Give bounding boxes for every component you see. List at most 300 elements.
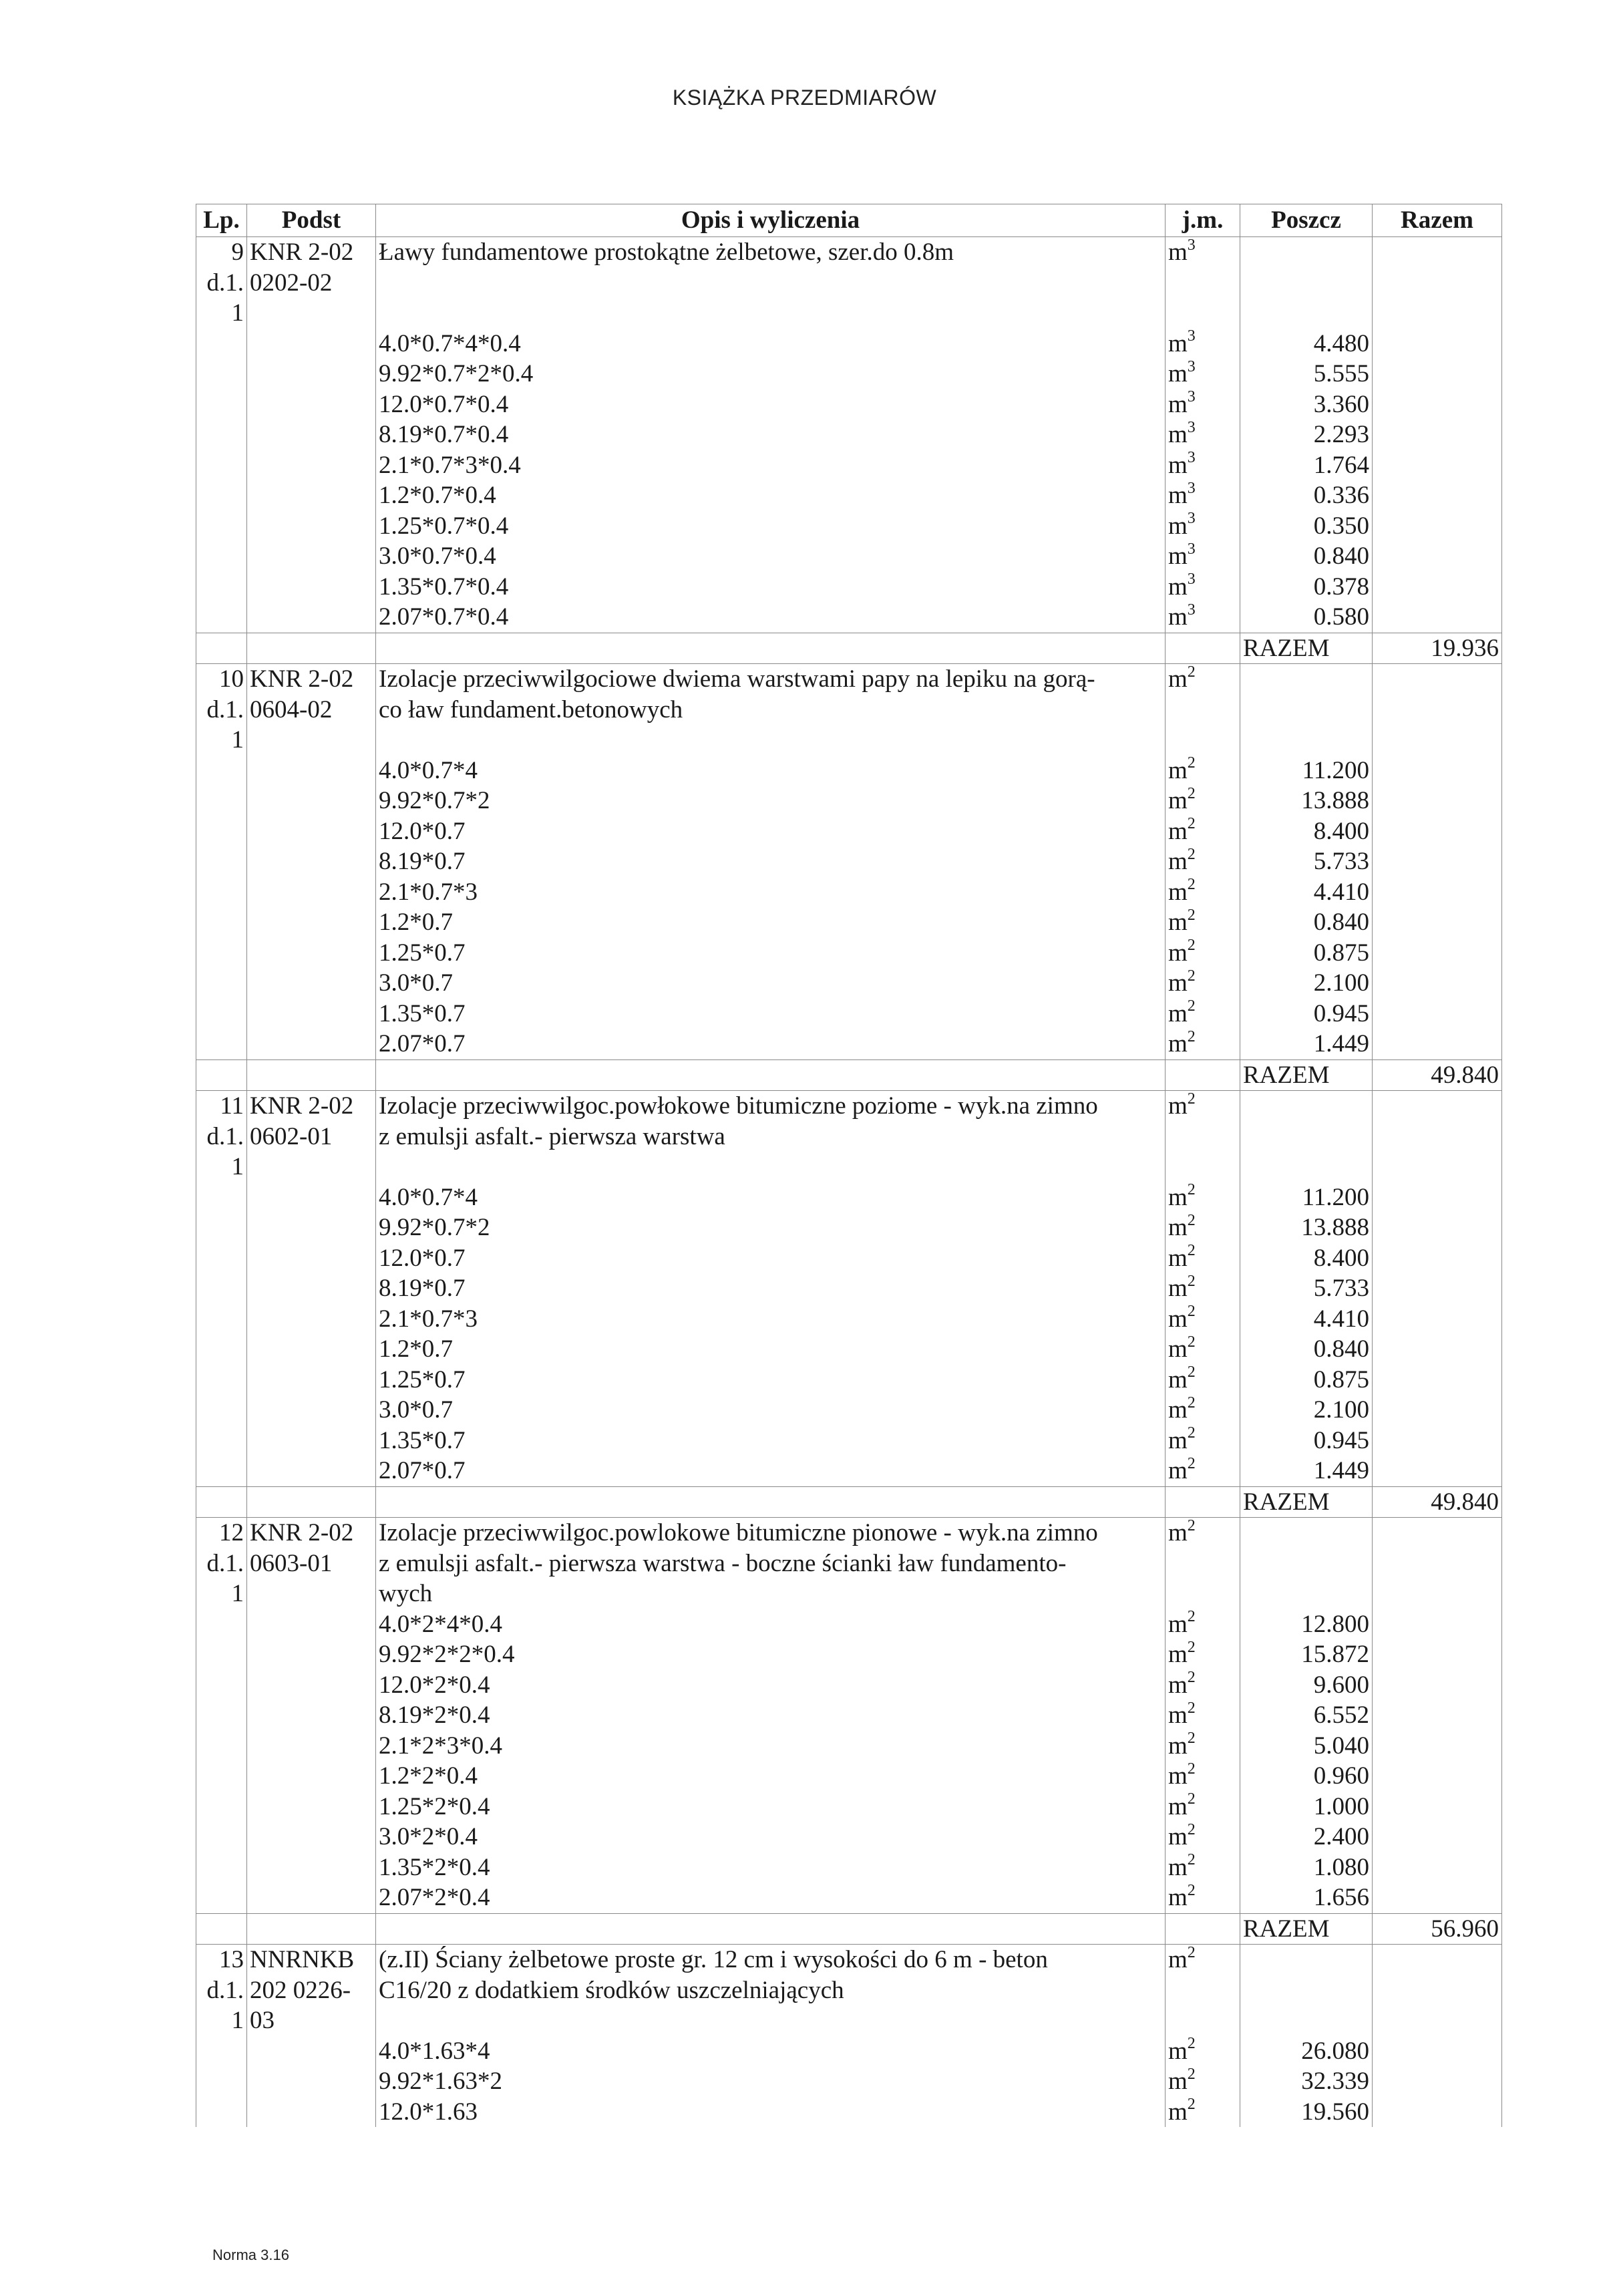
jm-cell-empty [1166,1486,1240,1518]
lp-cell-empty [196,968,247,999]
partial-value: 1.656 [1240,1882,1373,1913]
partial-value: 2.400 [1240,1822,1373,1852]
calculation-expression: 2.07*0.7 [376,1029,1166,1059]
unit-exponent: 2 [1187,1029,1196,1045]
unit-exponent: 3 [1187,450,1196,467]
position-description [376,1152,1166,1182]
razem-cell-empty [1373,877,1502,908]
unit-exponent: 3 [1187,510,1196,528]
unit-exponent: 2 [1187,1852,1196,1869]
lp-cell-empty [196,1212,247,1243]
position-description [376,2005,1166,2036]
position-number: d.1. [196,1548,247,1579]
calculation-row [196,1029,1502,1059]
partial-value: 0.840 [1240,907,1373,938]
lp-cell-empty [196,1456,247,1486]
position-number: 10 [196,664,247,695]
unit-base: m [1168,969,1188,997]
unit-base: m [1168,482,1188,509]
unit-exponent: 2 [1187,1090,1196,1108]
lp-cell-empty [196,786,247,816]
calculation-row [196,2066,1502,2097]
podst-cell-empty [247,602,376,633]
unit-base: m [1168,1457,1188,1484]
unit-cell [1166,420,1240,450]
unit-cell [1166,1334,1240,1365]
calculation-row [196,1304,1502,1335]
razem-cell-empty [1373,268,1502,299]
unit-cell-empty [1166,268,1240,299]
unit-cell [1166,450,1240,481]
unit-base: m [1168,999,1188,1027]
unit-cell [1166,664,1240,695]
podst-cell-empty [247,2036,376,2067]
lp-cell-empty [196,480,247,511]
calculation-expression: 2.07*0.7*0.4 [376,602,1166,633]
unit-base: m [1168,1671,1188,1699]
lp-cell-empty [196,1243,247,1274]
partial-value: 0.336 [1240,480,1373,511]
partial-value: 5.733 [1240,1273,1373,1304]
calculation-row [196,1243,1502,1274]
partial-value: 1.449 [1240,1029,1373,1059]
razem-cell-empty [1373,1975,1502,2006]
column-header-poszcz: Poszcz [1240,204,1373,237]
podst-cell-empty [247,1426,376,1456]
lp-cell-empty [196,1882,247,1913]
razem-cell-empty [1373,664,1502,695]
sum-label: RAZEM [1240,633,1373,664]
unit-exponent: 2 [1187,1669,1196,1687]
unit-exponent: 2 [1187,1364,1196,1381]
position-description [376,725,1166,756]
lp-cell-empty [196,2066,247,2097]
razem-cell-empty [1373,1792,1502,1822]
unit-exponent: 2 [1187,816,1196,833]
unit-cell [1166,1670,1240,1701]
unit-cell [1166,756,1240,786]
position-number: d.1. [196,695,247,725]
calculation-expression: 12.0*0.7*0.4 [376,389,1166,420]
partial-value: 11.200 [1240,1182,1373,1213]
calculation-row [196,541,1502,572]
unit-exponent: 2 [1187,968,1196,985]
calculation-expression: 9.92*2*2*0.4 [376,1639,1166,1670]
unit-base: m [1168,2068,1188,2095]
poszcz-cell-empty [1240,1152,1373,1182]
unit-exponent: 2 [1187,2066,1196,2083]
position-header-row [196,268,1502,299]
unit-cell [1166,907,1240,938]
unit-base: m [1168,1214,1188,1241]
razem-cell-empty [1373,1273,1502,1304]
calculation-expression: 8.19*0.7 [376,846,1166,877]
razem-cell-empty [1373,1122,1502,1152]
calculation-row [196,1822,1502,1852]
calculation-expression: 1.2*0.7*0.4 [376,480,1166,511]
lp-cell-empty [196,572,247,603]
column-header-razem: Razem [1373,204,1502,237]
footer-note: Norma 3.16 [212,2247,289,2263]
lp-cell-empty [196,1792,247,1822]
position-description: C16/20 z dodatkiem środków uszczelniających [376,1975,1166,2006]
lp-cell-empty [196,1852,247,1883]
podst-cell-empty [247,1731,376,1762]
razem-cell-empty [1373,999,1502,1029]
position-description: Izolacje przeciwwilgociowe dwiema warstwami papy na lepiku na gorą- [376,664,1166,695]
calculation-row [196,1395,1502,1426]
unit-cell [1166,237,1240,268]
unit-exponent: 2 [1187,1517,1196,1534]
position-header-row [196,1122,1502,1152]
calculation-row [196,1639,1502,1670]
calculation-row [196,938,1502,969]
podst-cell-empty [247,1273,376,1304]
unit-exponent: 2 [1187,1334,1196,1351]
position-description [376,268,1166,299]
partial-value: 0.350 [1240,511,1373,542]
partial-value: 32.339 [1240,2066,1373,2097]
calculation-expression: 1.25*2*0.4 [376,1792,1166,1822]
unit-base: m [1168,390,1188,418]
unit-exponent: 2 [1187,1395,1196,1412]
podst-cell-empty [247,1486,376,1518]
lp-cell-empty [196,938,247,969]
calculation-expression: 12.0*0.7 [376,1243,1166,1274]
unit-exponent: 3 [1187,389,1196,406]
lp-cell-empty [196,1334,247,1365]
unit-cell-empty [1166,1975,1240,2006]
razem-cell-empty [1373,420,1502,450]
razem-cell-empty [1373,1822,1502,1852]
calculation-expression: 4.0*0.7*4 [376,1182,1166,1213]
position-header-row [196,664,1502,695]
unit-exponent: 2 [1187,998,1196,1015]
unit-exponent: 3 [1187,571,1196,589]
razem-cell-empty [1373,816,1502,847]
unit-cell [1166,1395,1240,1426]
calculation-row [196,450,1502,481]
jm-cell-empty [1166,1913,1240,1945]
position-description: Izolacje przeciwwilgoc.powlokowe bitumiczne pionowe - wyk.na zimno [376,1518,1166,1548]
unit-exponent: 3 [1187,420,1196,436]
podst-cell-empty [247,1761,376,1792]
calculation-expression: 8.19*2*0.4 [376,1700,1166,1731]
sum-label: RAZEM [1240,1913,1373,1945]
jm-cell-empty [1166,633,1240,664]
lp-cell-empty [196,1913,247,1945]
razem-cell-empty [1373,2066,1502,2097]
position-header-row [196,1152,1502,1182]
unit-cell [1166,1456,1240,1486]
razem-cell-empty [1373,907,1502,938]
partial-value: 26.080 [1240,2036,1373,2067]
position-basis: KNR 2-02 [247,1518,376,1548]
unit-base: m [1168,421,1188,448]
unit-base: m [1168,238,1188,266]
razem-cell-empty [1373,695,1502,725]
poszcz-cell-empty [1240,237,1373,268]
jm-cell-empty [1166,1059,1240,1091]
partial-value: 0.580 [1240,602,1373,633]
razem-cell-empty [1373,968,1502,999]
position-header-row [196,695,1502,725]
partial-value: 13.888 [1240,1212,1373,1243]
calculation-row [196,786,1502,816]
calculation-row [196,968,1502,999]
calculation-row [196,1700,1502,1731]
unit-cell [1166,1639,1240,1670]
partial-value: 4.410 [1240,1304,1373,1335]
lp-cell-empty [196,541,247,572]
opis-cell-empty [376,1059,1166,1091]
razem-cell-empty [1373,1243,1502,1274]
lp-cell-empty [196,1731,247,1762]
podst-cell-empty [247,420,376,450]
unit-base: m [1168,939,1188,967]
unit-base: m [1168,360,1188,387]
unit-base: m [1168,1701,1188,1729]
unit-base: m [1168,451,1188,479]
position-basis: 202 0226- [247,1975,376,2006]
razem-cell-empty [1373,2097,1502,2128]
podst-cell-empty [247,1334,376,1365]
unit-exponent: 2 [1187,1700,1196,1717]
partial-value: 5.040 [1240,1731,1373,1762]
calculation-expression: 1.35*0.7 [376,999,1166,1029]
position-number: 12 [196,1518,247,1548]
razem-cell-empty [1373,2005,1502,2036]
position-number: d.1. [196,1122,247,1152]
calculation-expression: 1.2*0.7 [376,1334,1166,1365]
lp-cell-empty [196,450,247,481]
column-header-podst: Podst [247,204,376,237]
podst-cell-empty [247,1243,376,1274]
unit-cell-empty [1166,1122,1240,1152]
unit-cell [1166,541,1240,572]
lp-cell-empty [196,1273,247,1304]
razem-cell-empty [1373,450,1502,481]
unit-exponent: 2 [1187,1456,1196,1472]
unit-cell-empty [1166,1579,1240,1609]
position-number: 1 [196,1579,247,1609]
calculation-expression: 12.0*1.63 [376,2097,1166,2128]
calculation-row [196,602,1502,633]
calculation-expression: 3.0*0.7*0.4 [376,541,1166,572]
podst-cell-empty [247,329,376,359]
partial-value: 0.875 [1240,938,1373,969]
unit-exponent: 2 [1187,663,1196,681]
calculation-row [196,359,1502,389]
poszcz-cell-empty [1240,664,1373,695]
poszcz-cell-empty [1240,2005,1373,2036]
unit-base: m [1168,1396,1188,1424]
calculation-expression: 4.0*2*4*0.4 [376,1609,1166,1640]
table-body [196,237,1502,2128]
unit-base: m [1168,1335,1188,1363]
partial-value: 0.945 [1240,999,1373,1029]
calculation-expression: 2.1*0.7*3 [376,877,1166,908]
unit-base: m [1168,1305,1188,1333]
position-header-row [196,1518,1502,1548]
unit-cell [1166,1882,1240,1913]
sum-row [196,633,1502,664]
razem-cell-empty [1373,1212,1502,1243]
unit-exponent: 3 [1187,359,1196,375]
poszcz-cell-empty [1240,1122,1373,1152]
podst-cell-empty [247,633,376,664]
razem-cell-empty [1373,938,1502,969]
unit-cell [1166,786,1240,816]
unit-cell [1166,846,1240,877]
unit-exponent: 2 [1187,907,1196,924]
razem-cell-empty [1373,1579,1502,1609]
razem-cell-empty [1373,480,1502,511]
unit-cell [1166,1243,1240,1274]
position-basis: 0603-01 [247,1548,376,1579]
podst-cell-empty [247,572,376,603]
unit-exponent: 2 [1187,1791,1196,1808]
position-description [376,298,1166,329]
unit-base: m [1168,1823,1188,1850]
razem-cell-empty [1373,389,1502,420]
razem-cell-empty [1373,1182,1502,1213]
unit-base: m [1168,1426,1188,1454]
position-basis: 0604-02 [247,695,376,725]
unit-base: m [1168,1853,1188,1881]
razem-cell-empty [1373,1731,1502,1762]
unit-base: m [1168,817,1188,845]
unit-cell [1166,511,1240,542]
position-number: 13 [196,1945,247,1975]
podst-cell-empty [247,1365,376,1396]
calculation-expression: 4.0*0.7*4 [376,756,1166,786]
sum-value: 56.960 [1373,1913,1502,1945]
unit-cell [1166,1091,1240,1122]
unit-cell [1166,999,1240,1029]
razem-cell-empty [1373,1029,1502,1059]
unit-cell [1166,1822,1240,1852]
podst-cell-empty [247,756,376,786]
unit-cell [1166,1182,1240,1213]
lp-cell-empty [196,329,247,359]
podst-cell-empty [247,1304,376,1335]
unit-exponent: 2 [1187,1303,1196,1321]
position-header-row [196,237,1502,268]
partial-value: 1.080 [1240,1852,1373,1883]
unit-cell [1166,1518,1240,1548]
sum-label: RAZEM [1240,1486,1373,1518]
unit-cell [1166,1945,1240,1975]
unit-cell [1166,1426,1240,1456]
calculation-expression: 1.35*0.7 [376,1426,1166,1456]
partial-value: 0.840 [1240,1334,1373,1365]
podst-cell-empty [247,2066,376,2097]
unit-cell-empty [1166,1152,1240,1182]
unit-cell [1166,1852,1240,1883]
podst-cell-empty [247,1822,376,1852]
razem-cell-empty [1373,725,1502,756]
poszcz-cell-empty [1240,268,1373,299]
partial-value: 0.960 [1240,1761,1373,1792]
razem-cell-empty [1373,1670,1502,1701]
unit-base: m [1168,1092,1188,1120]
lp-cell-empty [196,389,247,420]
poszcz-cell-empty [1240,1579,1373,1609]
calculation-row [196,2097,1502,2128]
calculation-row [196,846,1502,877]
unit-cell-empty [1166,2005,1240,2036]
calculation-row [196,2036,1502,2067]
position-description: wych [376,1579,1166,1609]
position-number: 1 [196,1152,247,1182]
partial-value: 0.945 [1240,1426,1373,1456]
podst-cell-empty [247,1395,376,1426]
poszcz-cell-empty [1240,1548,1373,1579]
calculation-row [196,420,1502,450]
calculation-row [196,1761,1502,1792]
razem-cell-empty [1373,511,1502,542]
sum-label: RAZEM [1240,1059,1373,1091]
quantity-survey-table [196,204,1502,2127]
position-basis [247,298,376,329]
poszcz-cell-empty [1240,298,1373,329]
unit-base: m [1168,1732,1188,1760]
calculation-row [196,1365,1502,1396]
lp-cell-empty [196,1365,247,1396]
podst-cell-empty [247,1882,376,1913]
position-basis: 03 [247,2005,376,2036]
lp-cell-empty [196,1395,247,1426]
podst-cell-empty [247,1792,376,1822]
lp-cell-empty [196,1029,247,1059]
unit-exponent: 2 [1187,786,1196,802]
lp-cell-empty [196,877,247,908]
poszcz-cell-empty [1240,695,1373,725]
poszcz-cell-empty [1240,1975,1373,2006]
unit-cell [1166,389,1240,420]
unit-cell [1166,1792,1240,1822]
unit-base: m [1168,2037,1188,2065]
lp-cell-empty [196,756,247,786]
unit-base: m [1168,329,1188,357]
unit-cell [1166,572,1240,603]
calculation-row [196,999,1502,1029]
position-number: 1 [196,2005,247,2036]
unit-exponent: 2 [1187,1730,1196,1748]
position-basis [247,1579,376,1609]
calculation-row [196,756,1502,786]
partial-value: 0.378 [1240,572,1373,603]
lp-cell-empty [196,511,247,542]
position-header-row [196,1579,1502,1609]
partial-value: 15.872 [1240,1639,1373,1670]
unit-cell-empty [1166,1548,1240,1579]
calculation-expression: 9.92*0.7*2 [376,1212,1166,1243]
razem-cell-empty [1373,1304,1502,1335]
opis-cell-empty [376,1913,1166,1945]
unit-exponent: 3 [1187,236,1196,254]
calculation-row [196,1212,1502,1243]
partial-value: 8.400 [1240,816,1373,847]
podst-cell-empty [247,968,376,999]
calculation-row [196,1609,1502,1640]
partial-value: 4.480 [1240,329,1373,359]
calculation-expression: 1.25*0.7 [376,938,1166,969]
position-number: 1 [196,725,247,756]
unit-cell [1166,1304,1240,1335]
position-basis: NNRNKB [247,1945,376,1975]
